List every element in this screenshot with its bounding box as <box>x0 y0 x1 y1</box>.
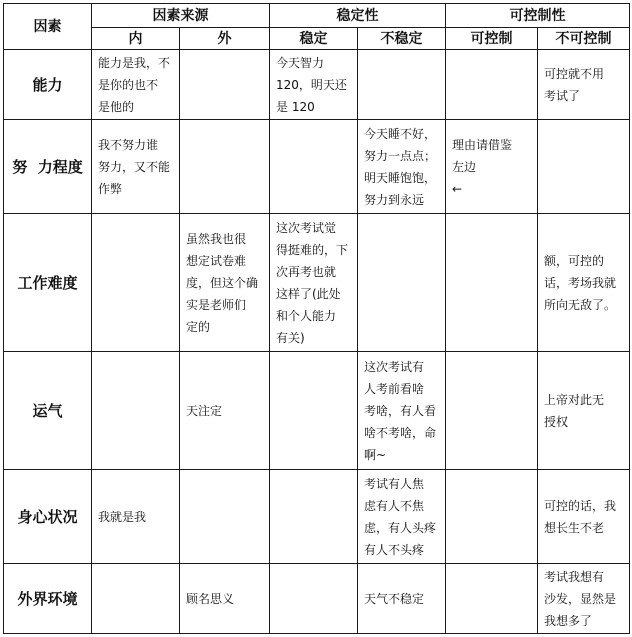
table-cell <box>180 50 270 120</box>
table-cell <box>446 564 538 634</box>
table-cell <box>358 214 446 352</box>
table-cell: 可控的话，我 想长生不老 <box>538 470 630 564</box>
table-cell: 我不努力谁 努力，又不能 作弊 <box>92 120 180 214</box>
table-cell: 理由请借鉴 左边 ← <box>446 120 538 214</box>
table-cell <box>92 214 180 352</box>
table-cell: 这次考试有 人考前看啥 考啥，有人看 啥不考啥，命 啊~ <box>358 352 446 470</box>
table-cell <box>446 50 538 120</box>
row-header-task-difficulty: 工作难度 <box>4 214 92 352</box>
table-cell <box>446 214 538 352</box>
table-cell <box>270 470 358 564</box>
group-header-source: 因素来源 <box>92 4 270 28</box>
table-cell <box>358 50 446 120</box>
header-row-subcolumns <box>4 28 630 50</box>
header-row-groups <box>4 4 630 28</box>
table-row <box>4 214 630 352</box>
table-cell: 顾名思义 <box>180 564 270 634</box>
subcolumn-header-unstable: 不稳定 <box>358 28 446 50</box>
table-cell: 可控就不用 考试了 <box>538 50 630 120</box>
table-cell <box>270 120 358 214</box>
table-cell: 今天睡不好， 努力一点点； 明天睡饱饱， 努力到永远 <box>358 120 446 214</box>
table-cell: 今天智力 120，明天还 是 120 <box>270 50 358 120</box>
table-cell <box>538 120 630 214</box>
subcolumn-header-stable: 稳定 <box>270 28 358 50</box>
subcolumn-header-internal: 内 <box>92 28 180 50</box>
table-cell: 这次考试觉 得挺难的，下 次再考也就 这样了(此处 和个人能力 有关) <box>270 214 358 352</box>
table-cell: 天注定 <box>180 352 270 470</box>
row-header-effort: 努 力程度 <box>4 120 92 214</box>
table-cell: 考试我想有 沙发，显然是 我想多了 <box>538 564 630 634</box>
table-cell <box>446 470 538 564</box>
table-cell: 天气不稳定 <box>358 564 446 634</box>
row-header-ability: 能力 <box>4 50 92 120</box>
corner-header: 因素 <box>4 4 92 50</box>
subcolumn-header-controllable: 可控制 <box>446 28 538 50</box>
group-header-controllability: 可控制性 <box>446 4 630 28</box>
table-row <box>4 50 630 120</box>
table-cell: 上帝对此无 授权 <box>538 352 630 470</box>
table-cell <box>92 352 180 470</box>
row-header-external-environment: 外界环境 <box>4 564 92 634</box>
table-cell: 考试有人焦 虑有人不焦 虑，有人头疼 有人不头疼 <box>358 470 446 564</box>
subcolumn-header-external: 外 <box>180 28 270 50</box>
table-cell <box>180 470 270 564</box>
table-row <box>4 120 630 214</box>
table-cell: 能力是我，不 是你的也不 是他的 <box>92 50 180 120</box>
table-row <box>4 352 630 470</box>
table-cell <box>446 352 538 470</box>
attribution-table <box>3 3 630 634</box>
table-cell <box>92 564 180 634</box>
table-row <box>4 564 630 634</box>
table-row <box>4 470 630 564</box>
table-cell <box>180 120 270 214</box>
subcolumn-header-uncontrollable: 不可控制 <box>538 28 630 50</box>
table-cell: 我就是我 <box>92 470 180 564</box>
table-cell <box>270 564 358 634</box>
group-header-stability: 稳定性 <box>270 4 446 28</box>
table-cell <box>270 352 358 470</box>
table-cell: 额，可控的 话，考场我就 所向无敌了。 <box>538 214 630 352</box>
row-header-physical-mental-state: 身心状况 <box>4 470 92 564</box>
row-header-luck: 运气 <box>4 352 92 470</box>
table-cell: 虽然我也很 想定试卷难 度，但这个确 实是老师们 定的 <box>180 214 270 352</box>
